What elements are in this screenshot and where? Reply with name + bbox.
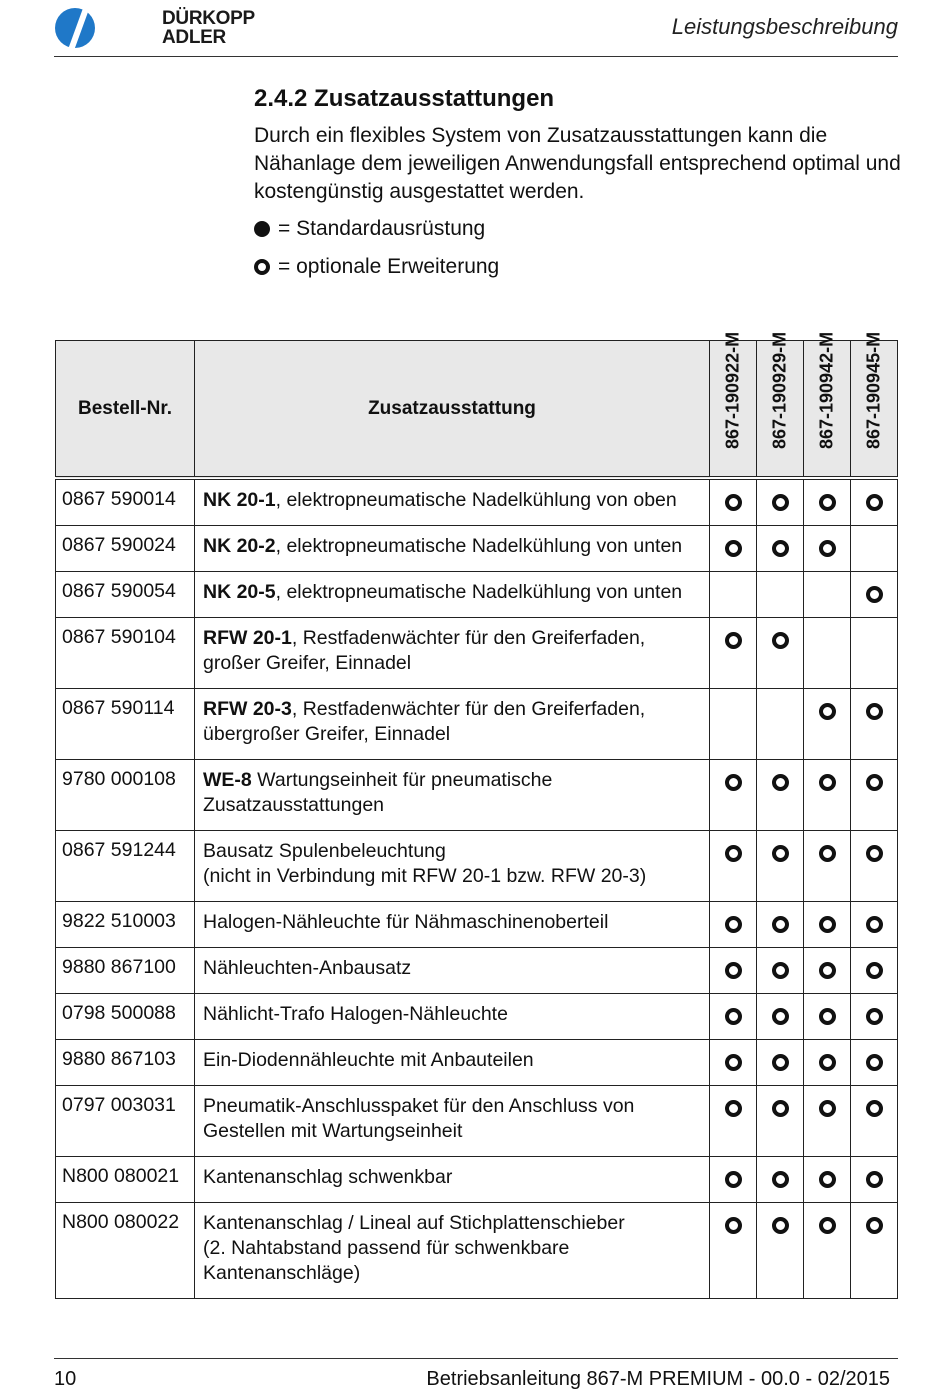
availability-cell-model-4 <box>851 618 898 689</box>
description-cell <box>195 948 710 994</box>
order-number-cell: 9880 867103 <box>56 1040 195 1086</box>
legend-standard <box>254 217 485 241</box>
availability-cell-model-1 <box>710 572 757 618</box>
order-number-cell: 0867 590014 <box>56 478 195 526</box>
optional-ring-icon <box>725 1054 742 1071</box>
availability-cell-model-1 <box>710 994 757 1040</box>
header-model-2: 867-190929-M <box>757 341 804 479</box>
availability-cell-model-4 <box>851 1040 898 1086</box>
optional-ring-icon <box>866 845 883 862</box>
optional-ring-icon <box>725 1171 742 1188</box>
order-number-cell: 0867 591244 <box>56 831 195 902</box>
optional-ring-icon <box>866 1008 883 1025</box>
description-cell <box>195 1040 710 1086</box>
availability-cell-model-3 <box>804 1040 851 1086</box>
availability-cell-model-2 <box>757 478 804 526</box>
availability-cell-model-4 <box>851 1203 898 1299</box>
description-cell <box>195 1203 710 1299</box>
table-row <box>56 689 898 760</box>
description-cell <box>195 760 710 831</box>
optional-ring-icon <box>819 1217 836 1234</box>
logo-line-1: DÜRKOPP <box>162 8 255 29</box>
table-header-row <box>56 341 898 479</box>
table-row <box>56 1203 898 1299</box>
order-number-cell: N800 080022 <box>56 1203 195 1299</box>
availability-cell-model-2 <box>757 618 804 689</box>
table-row <box>56 1157 898 1203</box>
description-cell <box>195 572 710 618</box>
optional-ring-icon <box>772 962 789 979</box>
optional-ring-icon <box>819 774 836 791</box>
model-code: NK 20-1 <box>203 489 276 511</box>
order-number-cell: 0797 003031 <box>56 1086 195 1157</box>
model-code: RFW 20-3 <box>203 698 292 720</box>
optional-ring-icon <box>866 962 883 979</box>
order-number-cell: 9780 000108 <box>56 760 195 831</box>
availability-cell-model-3 <box>804 1086 851 1157</box>
footer-divider <box>54 1358 898 1359</box>
availability-cell-model-1 <box>710 760 757 831</box>
table-row <box>56 831 898 902</box>
availability-cell-model-2 <box>757 572 804 618</box>
availability-cell-model-2 <box>757 831 804 902</box>
optional-ring-icon <box>866 1100 883 1117</box>
description-cell <box>195 902 710 948</box>
availability-cell-model-4 <box>851 831 898 902</box>
description-cell <box>195 994 710 1040</box>
availability-cell-model-1 <box>710 948 757 994</box>
optional-ring-icon <box>866 586 883 603</box>
optional-ring-icon <box>866 1054 883 1071</box>
availability-cell-model-1 <box>710 1157 757 1203</box>
table-row <box>56 572 898 618</box>
optional-ring-icon <box>725 916 742 933</box>
optional-ring-icon <box>725 962 742 979</box>
optional-ring-icon <box>819 703 836 720</box>
availability-cell-model-1 <box>710 1086 757 1157</box>
availability-cell-model-3 <box>804 831 851 902</box>
description-line3: Kantenanschläge) <box>203 1262 361 1284</box>
availability-cell-model-2 <box>757 1040 804 1086</box>
optional-ring-icon <box>819 962 836 979</box>
accessories-table <box>55 331 898 1299</box>
table-row <box>56 760 898 831</box>
description-cell <box>195 1157 710 1203</box>
description-text: Ein-Diodennähleuchte mit Anbauteilen <box>203 1049 534 1071</box>
availability-cell-model-2 <box>757 760 804 831</box>
optional-ring-icon <box>772 916 789 933</box>
optional-ring-icon <box>819 494 836 511</box>
optional-ring-icon <box>772 1217 789 1234</box>
description-text: Pneumatik-Anschlusspaket für den Anschluss von <box>203 1095 635 1117</box>
table-row <box>56 618 898 689</box>
availability-cell-model-4 <box>851 478 898 526</box>
optional-ring-icon <box>866 494 883 511</box>
legend-optional <box>254 255 499 279</box>
order-number-cell: N800 080021 <box>56 1157 195 1203</box>
model-code: WE-8 <box>203 769 252 791</box>
description-cell <box>195 478 710 526</box>
availability-cell-model-4 <box>851 760 898 831</box>
optional-ring-icon <box>772 540 789 557</box>
description-cell <box>195 689 710 760</box>
availability-cell-model-4 <box>851 689 898 760</box>
model-code: NK 20-2 <box>203 535 276 557</box>
order-number-cell: 0867 590024 <box>56 526 195 572</box>
availability-cell-model-2 <box>757 1157 804 1203</box>
availability-cell-model-3 <box>804 902 851 948</box>
description-text: Halogen-Nähleuchte für Nähmaschinenoberteil <box>203 911 609 933</box>
optional-ring-icon <box>725 845 742 862</box>
optional-ring-icon <box>772 1008 789 1025</box>
availability-cell-model-1 <box>710 1203 757 1299</box>
availability-cell-model-3 <box>804 994 851 1040</box>
description-line2: Zusatzausstattungen <box>203 794 385 816</box>
description-cell <box>195 526 710 572</box>
model-code: NK 20-5 <box>203 581 276 603</box>
availability-cell-model-3 <box>804 760 851 831</box>
table-row <box>56 1086 898 1157</box>
logo-mark-icon <box>54 6 106 50</box>
description-text: Kantenanschlag / Lineal auf Stichplattenschieber <box>203 1212 625 1234</box>
optional-ring-icon <box>772 1100 789 1117</box>
description-line2: großer Greifer, Einnadel <box>203 652 412 674</box>
optional-ring-icon <box>866 1217 883 1234</box>
availability-cell-model-4 <box>851 1086 898 1157</box>
optional-ring-icon <box>725 494 742 511</box>
description-line2: (nicht in Verbindung mit RFW 20-1 bzw. RFW 20-3) <box>203 865 647 887</box>
legend-optional-label: = optionale Erweiterung <box>278 255 500 278</box>
availability-cell-model-4 <box>851 572 898 618</box>
optional-ring-icon <box>866 774 883 791</box>
optional-ring-icon <box>866 916 883 933</box>
table-row <box>56 902 898 948</box>
table-row <box>56 994 898 1040</box>
optional-ring-icon <box>819 1100 836 1117</box>
header-title: Leistungsbeschreibung <box>671 14 898 39</box>
optional-ring-icon <box>866 703 883 720</box>
optional-ring-icon <box>725 774 742 791</box>
table-row <box>56 526 898 572</box>
document-reference: Betriebsanleitung 867-M PREMIUM - 00.0 - 02/2015 <box>426 1368 890 1390</box>
header-divider <box>54 56 898 57</box>
optional-ring-icon <box>725 540 742 557</box>
availability-cell-model-3 <box>804 478 851 526</box>
page-number: 10 <box>54 1368 77 1390</box>
optional-ring-icon <box>772 1171 789 1188</box>
optional-ring-icon <box>819 1008 836 1025</box>
availability-cell-model-1 <box>710 478 757 526</box>
order-number-cell: 9880 867100 <box>56 948 195 994</box>
availability-cell-model-2 <box>757 526 804 572</box>
availability-cell-model-3 <box>804 1203 851 1299</box>
header-model-3: 867-190942-M <box>804 341 851 479</box>
optional-ring-icon <box>866 1171 883 1188</box>
header-accessory: Zusatzausstattung <box>195 341 710 479</box>
availability-cell-model-2 <box>757 689 804 760</box>
description-text: Nählicht-Trafo Halogen-Nähleuchte <box>203 1003 508 1025</box>
availability-cell-model-3 <box>804 948 851 994</box>
logo-line-2: ADLER <box>162 27 226 48</box>
availability-cell-model-2 <box>757 948 804 994</box>
availability-cell-model-1 <box>710 831 757 902</box>
availability-cell-model-2 <box>757 1086 804 1157</box>
description-line2: übergroßer Greifer, Einnadel <box>203 723 451 745</box>
availability-cell-model-4 <box>851 1157 898 1203</box>
availability-cell-model-1 <box>710 618 757 689</box>
description-cell <box>195 1086 710 1157</box>
description-text: , Restfadenwächter für den Greiferfaden, <box>291 698 646 720</box>
order-number-cell: 0867 590054 <box>56 572 195 618</box>
description-text: Wartungseinheit für pneumatische <box>251 769 553 791</box>
availability-cell-model-4 <box>851 948 898 994</box>
optional-ring-icon <box>725 1217 742 1234</box>
order-number-cell: 0867 590114 <box>56 689 195 760</box>
header-model-4: 867-190945-M <box>851 341 898 479</box>
optional-ring-icon <box>725 632 742 649</box>
header-model-1: 867-190922-M <box>710 341 757 479</box>
availability-cell-model-4 <box>851 994 898 1040</box>
availability-cell-model-3 <box>804 689 851 760</box>
availability-cell-model-4 <box>851 902 898 948</box>
description-cell <box>195 618 710 689</box>
availability-cell-model-4 <box>851 526 898 572</box>
header-order-number: Bestell-Nr. <box>56 341 195 479</box>
optional-ring-icon <box>772 632 789 649</box>
availability-cell-model-3 <box>804 572 851 618</box>
optional-ring-icon <box>819 916 836 933</box>
availability-cell-model-1 <box>710 526 757 572</box>
table-row <box>56 948 898 994</box>
table-row <box>56 1040 898 1086</box>
optional-ring-icon <box>772 774 789 791</box>
legend-standard-label: = Standardausrüstung <box>278 217 486 240</box>
order-number-cell: 9822 510003 <box>56 902 195 948</box>
optional-ring-icon <box>772 845 789 862</box>
description-text: Kantenanschlag schwenkbar <box>203 1166 453 1188</box>
availability-cell-model-1 <box>710 1040 757 1086</box>
availability-cell-model-1 <box>710 902 757 948</box>
optional-ring-icon <box>725 1100 742 1117</box>
description-line2: Gestellen mit Wartungseinheit <box>203 1120 463 1142</box>
availability-cell-model-2 <box>757 994 804 1040</box>
model-code: RFW 20-1 <box>203 627 292 649</box>
optional-ring-icon <box>819 845 836 862</box>
order-number-cell: 0867 590104 <box>56 618 195 689</box>
description-text: , elektropneumatische Nadelkühlung von unten <box>275 581 683 603</box>
optional-ring-icon <box>819 1054 836 1071</box>
description-text: Bausatz Spulenbeleuchtung <box>203 840 446 862</box>
ring-dot-icon <box>254 259 270 275</box>
optional-ring-icon <box>819 1171 836 1188</box>
description-cell <box>195 831 710 902</box>
description-text: , elektropneumatische Nadelkühlung von unten <box>275 535 683 557</box>
company-logo <box>54 6 255 50</box>
availability-cell-model-3 <box>804 618 851 689</box>
description-text: , elektropneumatische Nadelkühlung von oben <box>275 489 677 511</box>
availability-cell-model-3 <box>804 526 851 572</box>
description-line2: (2. Nahtabstand passend für schwenkbare <box>203 1237 570 1259</box>
optional-ring-icon <box>772 494 789 511</box>
description-text: , Restfadenwächter für den Greiferfaden, <box>291 627 646 649</box>
table-row <box>56 478 898 526</box>
optional-ring-icon <box>819 540 836 557</box>
filled-dot-icon <box>254 221 270 237</box>
availability-cell-model-1 <box>710 689 757 760</box>
availability-cell-model-2 <box>757 1203 804 1299</box>
optional-ring-icon <box>725 1008 742 1025</box>
availability-cell-model-3 <box>804 1157 851 1203</box>
section-title: 2.4.2 Zusatzausstattungen <box>254 85 555 112</box>
intro-paragraph: Durch ein flexibles System von Zusatzausstattungen kann die Nähanlage dem jeweiligen Anwendungsfall entsprechend optimal und kostengünstig ausgestattet werden. <box>254 124 901 203</box>
availability-cell-model-2 <box>757 902 804 948</box>
optional-ring-icon <box>772 1054 789 1071</box>
order-number-cell: 0798 500088 <box>56 994 195 1040</box>
description-text: Nähleuchten-Anbausatz <box>203 957 412 979</box>
